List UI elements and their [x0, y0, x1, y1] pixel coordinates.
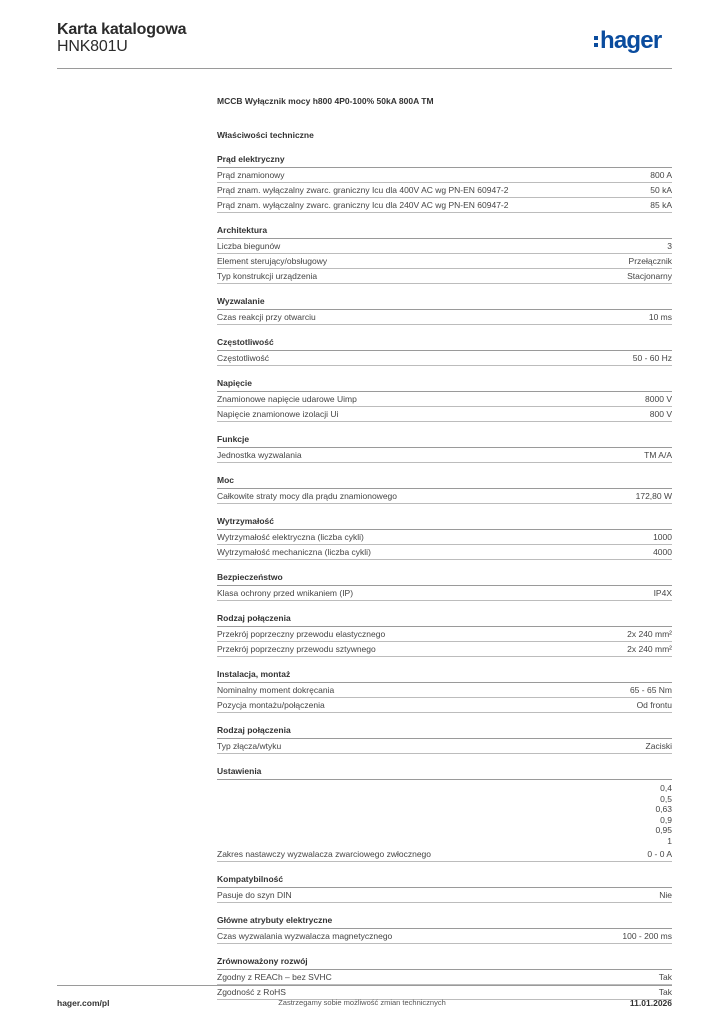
spec-label: Wytrzymałość elektryczna (liczba cykli) [217, 532, 364, 542]
spec-content [217, 96, 672, 1000]
logo-dots-icon [594, 36, 598, 47]
spec-section [217, 572, 672, 601]
section-title: Funkcje [217, 434, 672, 448]
section-title: Rodzaj połączenia [217, 613, 672, 627]
spec-value: Stacjonarny [627, 271, 672, 281]
spec-section [217, 874, 672, 903]
section-title: Główne atrybuty elektryczne [217, 915, 672, 929]
section-title: Kompatybilność [217, 874, 672, 888]
section-title: Częstotliwość [217, 337, 672, 351]
spec-label: Prąd znamionowy [217, 170, 285, 180]
spec-section [217, 725, 672, 754]
product-title: MCCB Wyłącznik mocy h800 4P0-100% 50kA 800A TM [217, 96, 434, 106]
spec-row [217, 239, 672, 254]
spec-value: 65 - 65 Nm [629, 685, 672, 695]
spec-label: Pasuje do szyn DIN [217, 889, 292, 900]
footer-website: hager.com/pl [57, 998, 110, 1008]
spec-row [217, 351, 672, 366]
spec-row [217, 698, 672, 713]
footer-divider [57, 985, 672, 986]
spec-row [217, 970, 672, 985]
spec-label: Pozycja montażu/połączenia [217, 700, 325, 710]
spec-row [217, 642, 672, 657]
settings-values-list [217, 780, 672, 847]
product-code: HNK801U [57, 38, 128, 55]
spec-label: Przekrój poprzeczny przewodu elastycznego [217, 629, 386, 639]
spec-section [217, 669, 672, 713]
spec-value: 800 A [650, 170, 672, 180]
settings-value: 0,9 [660, 814, 672, 825]
settings-value: 1 [667, 835, 672, 846]
spec-row [217, 545, 672, 560]
spec-label: Czas reakcji przy otwarciu [217, 312, 316, 322]
spec-row [217, 739, 672, 754]
spec-row [217, 683, 672, 698]
spec-value: 50 - 60 Hz [632, 353, 672, 363]
spec-row [217, 448, 672, 463]
spec-label: Zakres nastawczy wyzwalacza zwarciowego zwłocznego [217, 848, 431, 859]
spec-value: 8000 V [645, 394, 672, 404]
section-title: Wyzwalanie [217, 296, 672, 310]
spec-row [217, 269, 672, 284]
document-title: Karta katalogowa [57, 21, 187, 38]
spec-value: 50 kA [650, 185, 672, 195]
spec-value: 4000 [653, 547, 672, 557]
spec-row [217, 586, 672, 601]
spec-label: Element sterujący/obsługowy [217, 256, 328, 266]
spec-label: Jednostka wyzwalania [217, 450, 302, 460]
spec-section [217, 154, 672, 213]
spec-label: Klasa ochrony przed wnikaniem (IP) [217, 588, 354, 598]
spec-label: Całkowite straty mocy dla prądu znamionowego [217, 491, 398, 501]
spec-value: 2x 240 mm² [627, 629, 672, 639]
spec-row [217, 183, 672, 198]
spec-label: Wytrzymałość mechaniczna (liczba cykli) [217, 547, 371, 557]
spec-row [217, 407, 672, 422]
spec-value: Zaciski [645, 741, 672, 751]
section-title: Instalacja, montaż [217, 669, 672, 683]
spec-section [217, 225, 672, 284]
spec-value: 0 - 0 A [647, 848, 672, 859]
spec-row [217, 254, 672, 269]
spec-section [217, 296, 672, 325]
section-title: Architektura [217, 225, 672, 239]
spec-section [217, 434, 672, 463]
spec-row [217, 489, 672, 504]
spec-value: Tak [658, 971, 672, 982]
spec-value: 10 ms [648, 312, 672, 322]
spec-row [217, 888, 672, 903]
spec-section [217, 956, 672, 1000]
spec-value: IP4X [653, 588, 672, 598]
spec-label: Przekrój poprzeczny przewodu sztywnego [217, 644, 376, 654]
spec-row [217, 530, 672, 545]
spec-label: Prąd znam. wyłączalny zwarc. graniczny Icu dla 240V AC wg PN-EN 60947-2 [217, 200, 509, 210]
spec-row [217, 310, 672, 325]
spec-value: Nie [659, 889, 672, 900]
spec-section [217, 378, 672, 422]
settings-value: 0,63 [655, 804, 672, 815]
section-title: Bezpieczeństwo [217, 572, 672, 586]
spec-label: Nominalny moment dokręcania [217, 685, 335, 695]
spec-label: Zgodny z REACh – bez SVHC [217, 971, 332, 982]
spec-section [217, 516, 672, 560]
section-title: Ustawienia [217, 766, 672, 780]
spec-label: Typ konstrukcji urządzenia [217, 271, 318, 281]
spec-value: 800 V [649, 409, 672, 419]
spec-label: Zgodność z RoHS [217, 986, 286, 997]
spec-section [217, 915, 672, 944]
spec-value: 2x 240 mm² [627, 644, 672, 654]
spec-sections [217, 154, 672, 1000]
spec-section [217, 475, 672, 504]
section-title: Wytrzymałość [217, 516, 672, 530]
spec-section [217, 613, 672, 657]
spec-label: Prąd znam. wyłączalny zwarc. graniczny Icu dla 400V AC wg PN-EN 60947-2 [217, 185, 509, 195]
spec-label: Czas wyzwalania wyzwalacza magnetycznego [217, 930, 393, 941]
section-title: Moc [217, 475, 672, 489]
spec-value: Tak [658, 986, 672, 997]
spec-row [217, 847, 672, 862]
logo-wordmark: hager [600, 27, 662, 54]
spec-section [217, 337, 672, 366]
spec-label: Napięcie znamionowe izolacji Ui [217, 409, 339, 419]
spec-value: 85 kA [650, 200, 672, 210]
settings-value: 0,95 [655, 825, 672, 836]
spec-section [217, 766, 672, 862]
spec-value: 172,80 W [635, 491, 672, 501]
spec-label: Liczba biegunów [217, 241, 281, 251]
section-title: Zrównoważony rozwój [217, 956, 672, 970]
spec-value: TM A/A [644, 450, 672, 460]
footer-disclaimer: Zastrzegamy sobie możliwość zmian technicznych [278, 998, 446, 1007]
spec-value: 100 - 200 ms [622, 930, 672, 941]
technical-properties-heading: Właściwości techniczne [217, 130, 314, 140]
section-title: Prąd elektryczny [217, 154, 672, 168]
spec-value: 1000 [653, 532, 672, 542]
spec-row [217, 392, 672, 407]
spec-label: Typ złącza/wtyku [217, 741, 282, 751]
spec-row [217, 929, 672, 944]
spec-label: Znamionowe napięcie udarowe Uimp [217, 394, 357, 404]
spec-value: 3 [667, 241, 672, 251]
section-title: Rodzaj połączenia [217, 725, 672, 739]
spec-value: Przełącznik [628, 256, 672, 266]
spec-label: Częstotliwość [217, 353, 269, 363]
hager-logo [594, 28, 661, 54]
section-title: Napięcie [217, 378, 672, 392]
spec-value: Od frontu [636, 700, 672, 710]
header-divider [57, 68, 672, 69]
spec-row [217, 168, 672, 183]
settings-value: 0,4 [660, 783, 672, 793]
settings-value: 0,5 [660, 793, 672, 804]
spec-row [217, 198, 672, 213]
spec-row [217, 627, 672, 642]
footer-date: 11.01.2026 [629, 998, 672, 1008]
